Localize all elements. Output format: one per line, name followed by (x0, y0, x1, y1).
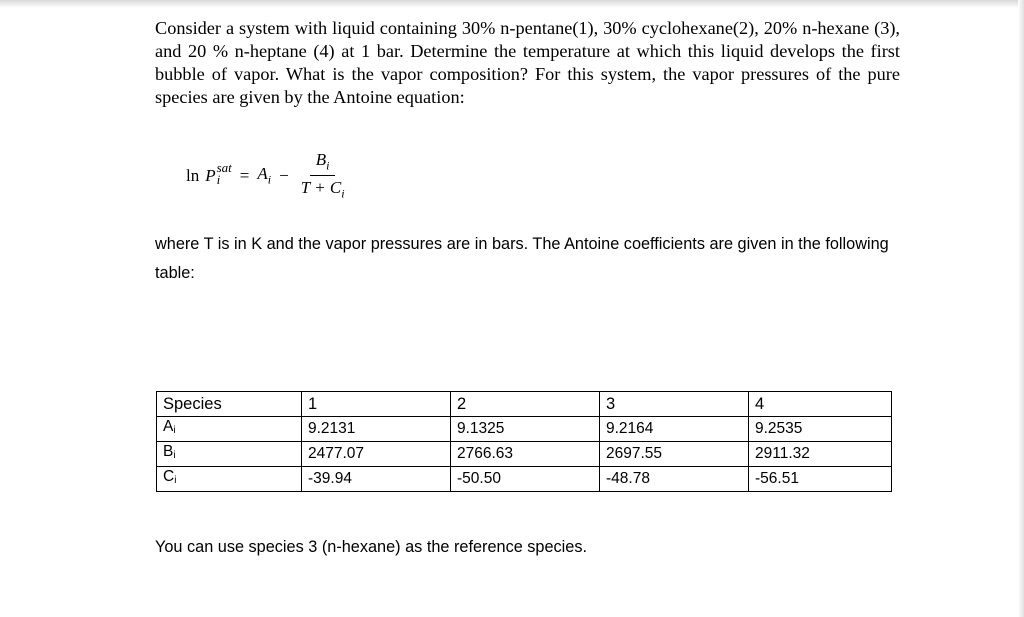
header-cell: 2 (451, 392, 600, 417)
reference-species-note: You can use species 3 (n-hexane) as the reference species. (155, 538, 588, 556)
table-row (157, 442, 892, 467)
equation-a: A (257, 164, 268, 184)
equation-a-sub: i (267, 172, 272, 187)
row-label-text: A (163, 418, 174, 435)
table-cell: -56.51 (749, 467, 892, 492)
equation-superscript: sat (216, 159, 232, 175)
table-cell: 9.2164 (600, 417, 749, 442)
table-cell: 9.2535 (749, 417, 892, 442)
page-shadow-right (1018, 0, 1024, 617)
table-cell: 9.1325 (451, 417, 600, 442)
table-cell: -50.50 (451, 467, 600, 492)
fraction-numerator (310, 150, 336, 176)
table-cell: 2911.32 (749, 442, 892, 467)
row-label-sub: i (174, 475, 177, 486)
problem-statement: Consider a system with liquid containing 30% n-pentane(1), 30% cyclohexane(2), 20% n-hexane (3), and 20 % n-heptane (4) at 1 bar. Determine the temperature at which this liquid develops the first bubble of vapor. What is the vapor composition? For this system, the vapor pressures of the pure species are given by the Antoine equation: (155, 18, 900, 107)
equation-a-term (257, 164, 271, 187)
header-cell: 3 (600, 392, 749, 417)
equation-fraction (301, 150, 345, 202)
table-header-row (157, 392, 892, 417)
equation-ln: ln (186, 165, 200, 185)
row-label-sub: i (173, 425, 176, 436)
numerator-sub: i (326, 158, 330, 173)
table-cell: -48.78 (600, 467, 749, 492)
units-description: where T is in K and the vapor pressures are in bars. The Antoine coefficients are given in the following table: (155, 235, 889, 282)
equation-equals: = (239, 165, 250, 185)
row-label (157, 417, 302, 442)
denominator-sub: i (341, 186, 345, 201)
row-label-text: C (163, 468, 175, 485)
table-row (157, 417, 892, 442)
row-label (157, 467, 302, 492)
equation-minus: − (279, 165, 289, 185)
table-cell: 2766.63 (451, 442, 600, 467)
header-cell: 4 (749, 392, 892, 417)
row-label-sub: i (173, 450, 176, 461)
table-cell: 9.2131 (302, 417, 451, 442)
equation-subscript: i (216, 171, 221, 187)
page-shadow-top (0, 0, 1024, 8)
header-cell: 1 (302, 392, 451, 417)
antoine-coefficients-table (156, 391, 892, 492)
equation-sup-sub (216, 159, 232, 187)
fraction-denominator (301, 176, 345, 201)
antoine-equation (186, 150, 345, 202)
table-row (157, 467, 892, 492)
table-cell: -39.94 (302, 467, 451, 492)
row-label-text: B (163, 443, 174, 460)
equation-p: P (205, 165, 216, 185)
header-cell: Species (157, 392, 302, 417)
denominator-text: T + C (300, 178, 342, 198)
table-cell: 2697.55 (600, 442, 749, 467)
table-cell: 2477.07 (302, 442, 451, 467)
row-label (157, 442, 302, 467)
numerator-b: B (315, 150, 327, 169)
